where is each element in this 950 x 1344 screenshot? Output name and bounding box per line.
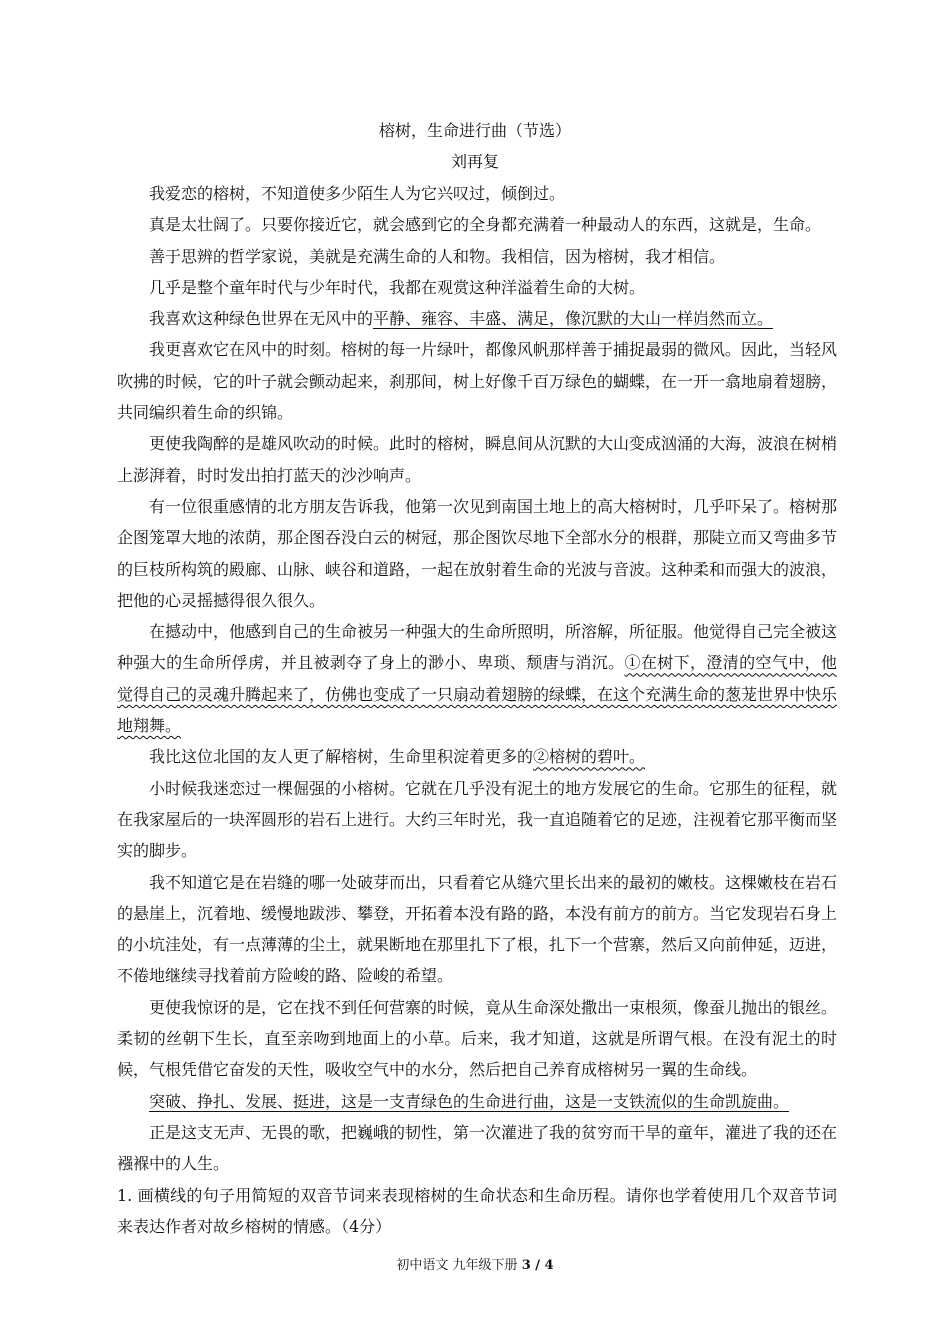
paragraph: 几乎是整个童年时代与少年时代，我都在观赏这种洋溢着生命的大树。 xyxy=(149,277,646,297)
paragraph-text: 我比这位北国的友人更了解榕树，生命里积淀着更多的 xyxy=(149,747,534,767)
question-1: 1. 画横线的句子用简短的双音节词来表现榕树的生命状态和生命历程。请你也学着使用几个双音节词来表达作者对故乡榕树的情感。（4分） xyxy=(117,1185,837,1236)
paragraph: 更使我惊讶的是，它在找不到任何营寨的时候，竟从生命深处撒出一束根须，像蚕儿抛出的银丝。柔韧的丝朝下生长，直至亲吻到地面上的小草。后来，我才知道，这就是所谓气根。在没有泥土的时候，气根凭借它奋发的天性，吸收空气中的水分，然后把自己养育成榕树另一翼的生命线。 xyxy=(117,997,838,1080)
paragraph xyxy=(117,303,837,334)
paragraph xyxy=(117,741,837,772)
paragraph: 真是太壮阔了。只要你接近它，就会感到它的全身都充满着一种最动人的东西，这就是，生命。 xyxy=(149,215,822,235)
paragraph xyxy=(117,616,837,741)
page-footer xyxy=(0,1254,950,1273)
paragraph: 我更喜欢它在风中的时刻。榕树的每一片绿叶，都像风帆那样善于捕捉最弱的微风。因此，当轻风吹拂的时候，它的叶子就会颤动起来，刹那间，树上好像千百万绿色的蝴蝶，在一开一翕地扇着翅膀，共同编织着生命的织锦。 xyxy=(117,340,838,423)
paragraph xyxy=(117,1086,837,1117)
footer-label: 初中语文 九年级下册 xyxy=(396,1258,522,1273)
paragraph-text: 我喜欢这种绿色世界在无风中的 xyxy=(149,309,374,329)
paragraph-text: 在撼动中，他感到自己的生命被另一种强大的生命所照明，所溶解，所征服。他觉得自己完全被这种强大的生命所俘虏，并且被剥夺了身上的渺小、卑琐、颓唐与消沉。 xyxy=(117,622,838,673)
page-number: 3 / 4 xyxy=(521,1258,554,1273)
article-title: 榕树，生命进行曲（节选） xyxy=(378,121,571,140)
wavy-underlined-sentence: ①在树下，澄清的空气中，他觉得自己的灵魂升腾起来了，仿佛也变成了一只扇动着翅膀的绿蝶，在这个充满生命的葱茏世界中快乐地翔舞。 xyxy=(117,653,838,736)
wavy-underlined-phrase: ②榕树的碧叶。 xyxy=(533,747,646,767)
paragraph: 正是这支无声、无畏的歌，把巍峨的韧性，第一次灌进了我的贫穷而干旱的童年，灌进了我的还在襁褓中的人生。 xyxy=(117,1122,838,1174)
paragraph: 我不知道它是在岩缝的哪一处破芽而出，只看着它从缝穴里长出来的最初的嫩枝。这棵嫩枝在岩石的悬崖上，沉着地、缓慢地跋涉、攀登，开拓着本没有路的路，本没有前方的前方。当它发现岩石身上的小坑洼处，有一点薄薄的尘土，就果断地在那里扎下了根，扎下一个营寨，然后又向前伸延，迈进，不倦地继续寻找着前方险峻的路、险峻的希望。 xyxy=(117,872,838,986)
paragraph: 善于思辨的哲学家说，美就是充满生命的人和物。我相信，因为榕树，我才相信。 xyxy=(149,246,726,266)
article-author: 刘再复 xyxy=(450,152,499,171)
paragraph: 小时候我迷恋过一棵倔强的小榕树。它就在几乎没有泥土的地方发展它的生命。它那生的征程，就在我家屋后的一块浑圆形的岩石上进行。大约三年时光，我一直追随着它的足迹，注视着它那平衡而坚实的脚步。 xyxy=(117,778,838,861)
paragraph: 我爱恋的榕树，不知道使多少陌生人为它兴叹过，倾倒过。 xyxy=(149,184,566,203)
underlined-sentence: 突破、挣扎、发展、挺进，这是一支青绿色的生命进行曲，这是一支铁流似的生命凯旋曲。 xyxy=(149,1091,790,1111)
article-body xyxy=(117,178,837,1242)
underlined-sentence: 平静、雍容、丰盛、满足，像沉默的大山一样岿然而立。 xyxy=(373,309,774,329)
paragraph: 更使我陶醉的是雄风吹动的时候。此时的榕树，瞬息间从沉默的大山变成汹涌的大海，波浪在树梢上澎湃着，时时发出拍打蓝天的沙沙响声。 xyxy=(117,434,838,485)
paragraph: 有一位很重感情的北方朋友告诉我，他第一次见到南国土地上的高大榕树时，几乎吓呆了。榕树那企图笼罩大地的浓荫，那企图吞没白云的树冠，那企图饮尽地下全部水分的根群，那陡立而又弯曲多节的巨枝所构筑的殿廊、山脉、峡谷和道路，一起在放射着生命的光波与音波。这种柔和而强大的波浪，把他的心灵摇撼得很久很久。 xyxy=(117,496,838,610)
